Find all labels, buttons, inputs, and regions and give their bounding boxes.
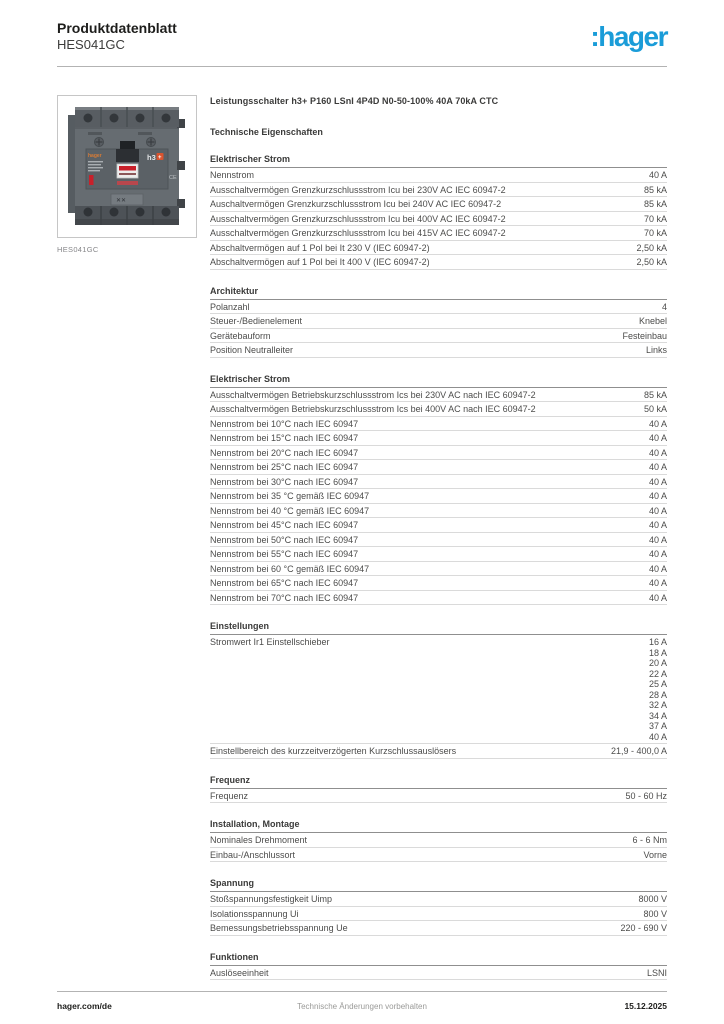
- spec-label: Nennstrom bei 60 °C gemäß IEC 60947: [210, 563, 370, 574]
- spec-label: Nennstrom bei 55°C nach IEC 60947: [210, 549, 359, 559]
- spec-label: Gerätebauform: [210, 330, 271, 341]
- spec-label: Nennstrom bei 35 °C gemäß IEC 60947: [210, 491, 370, 501]
- spec-value: 40 A: [648, 433, 667, 443]
- section-title: Spannung: [210, 877, 667, 892]
- spec-label: Steuer-/Bedienelement: [210, 316, 303, 326]
- hager-logo: :hager: [590, 21, 667, 52]
- spec-label: Nennstrom bei 15°C nach IEC 60947: [210, 433, 359, 443]
- product-image-column: [57, 95, 197, 980]
- label-plate-marks: ✕✕: [116, 198, 127, 204]
- spec-label: Einstellbereich des kurzzeitverzögerten Kurzschlussauslösers: [210, 746, 457, 756]
- spec-row: [210, 504, 667, 519]
- device-model-label: h3: [147, 153, 156, 162]
- spec-row: [210, 591, 667, 606]
- spec-value: 6 - 6 Nm: [632, 835, 667, 845]
- spec-row: [210, 402, 667, 417]
- header-divider: [57, 66, 667, 67]
- spec-label: Nennstrom bei 70°C nach IEC 60947: [210, 592, 359, 603]
- section-title: Installation, Montage: [210, 818, 667, 833]
- section-title: Einstellungen: [210, 620, 667, 635]
- spec-value: 85 kA: [643, 184, 667, 195]
- spec-value: 800 V: [643, 908, 667, 919]
- spec-value: 40 A: [648, 491, 667, 501]
- spec-row: [210, 300, 667, 315]
- section-title: Frequenz: [210, 774, 667, 789]
- spec-row: [210, 212, 667, 227]
- spec-label: Isolationsspannung Ui: [210, 908, 299, 919]
- spec-row: [210, 547, 667, 562]
- spec-row: [210, 576, 667, 591]
- spec-value: 50 - 60 Hz: [625, 790, 667, 801]
- spec-label: Ausschaltvermögen Grenzkurzschlussstrom Icu bei 400V AC IEC 60947-2: [210, 213, 506, 224]
- spec-value: 40 A: [648, 505, 667, 516]
- spec-row: [210, 533, 667, 548]
- spec-value: 40 A: [648, 549, 667, 559]
- spec-row: [210, 833, 667, 848]
- spec-label: Position Neutralleiter: [210, 345, 294, 355]
- spec-row: [210, 197, 667, 212]
- ce-mark-label: CE: [169, 175, 177, 181]
- spec-row: [210, 562, 667, 577]
- spec-label: Bemessungsbetriebsspannung Ue: [210, 923, 348, 933]
- footer-notice: Technische Änderungen vorbehalten: [297, 1002, 427, 1011]
- spec-row: [210, 431, 667, 446]
- spec-label: Nennstrom bei 50°C nach IEC 60947: [210, 534, 359, 545]
- spec-label: Nennstrom: [210, 170, 255, 180]
- spec-row: [210, 168, 667, 183]
- spec-label: Ausschaltvermögen Grenzkurzschlussstrom Icu bei 415V AC IEC 60947-2: [210, 228, 506, 238]
- spec-row: [210, 744, 667, 759]
- spec-value: 70 kA: [643, 213, 667, 224]
- spec-value: 4: [661, 301, 667, 312]
- spec-label: Nennstrom bei 20°C nach IEC 60947: [210, 447, 359, 458]
- spec-row: [210, 417, 667, 432]
- spec-label: Abschaltvermögen auf 1 Pol bei It 400 V (IEC 60947-2): [210, 257, 430, 267]
- spec-label: Stoßspannungsfestigkeit Uimp: [210, 894, 333, 904]
- spec-value: 2,50 kA: [636, 257, 667, 267]
- spec-label: Frequenz: [210, 790, 249, 801]
- spec-label: Ausschaltvermögen Betriebskurzschlussstrom Ics bei 400V AC nach IEC 60947-2: [210, 404, 536, 414]
- spec-label: Ausschaltvermögen Grenzkurzschlussstrom Icu bei 230V AC IEC 60947-2: [210, 184, 506, 195]
- spec-row: [210, 329, 667, 344]
- spec-value: 220 - 690 V: [620, 923, 667, 933]
- spec-value: Links: [645, 345, 667, 355]
- spec-value: LSNI: [646, 967, 667, 978]
- spec-row: [210, 343, 667, 358]
- spec-value: 40 A: [648, 592, 667, 603]
- spec-section: [210, 285, 667, 358]
- spec-label: Einbau-/Anschlussort: [210, 849, 296, 860]
- spec-section: [210, 620, 667, 759]
- spec-row: [210, 892, 667, 907]
- spec-label: Nennstrom bei 65°C nach IEC 60947: [210, 578, 359, 588]
- spec-sections: [210, 153, 667, 980]
- page-header: [57, 20, 667, 53]
- content-area: [57, 95, 667, 980]
- spec-value: 40 A: [648, 447, 667, 458]
- spec-section: [210, 877, 667, 936]
- spec-row: [210, 475, 667, 490]
- spec-row: [210, 635, 667, 744]
- spec-value: 40 A: [648, 534, 667, 545]
- spec-section: [210, 153, 667, 270]
- spec-value: 40 A: [648, 462, 667, 472]
- spec-row: [210, 314, 667, 329]
- spec-row: [210, 921, 667, 936]
- spec-row: [210, 460, 667, 475]
- spec-label: Ausschaltvermögen Betriebskurzschlussstrom Ics bei 230V AC nach IEC 60947-2: [210, 389, 536, 400]
- spec-value: 85 kA: [643, 199, 667, 209]
- spec-value: Festeinbau: [622, 330, 667, 341]
- product-reference: HES041GC: [57, 37, 125, 52]
- tech-specs-heading: Technische Eigenschaften: [210, 127, 323, 137]
- spec-section: [210, 951, 667, 981]
- spec-label: Nennstrom bei 30°C nach IEC 60947: [210, 476, 359, 487]
- spec-value: 40 A: [648, 520, 667, 530]
- spec-value: 70 kA: [643, 228, 667, 238]
- spec-row: [210, 518, 667, 533]
- spec-value: 40 A: [648, 170, 667, 180]
- section-title: Funktionen: [210, 951, 667, 966]
- spec-row: [210, 388, 667, 403]
- spec-value: 8000 V: [638, 894, 667, 904]
- spec-label: Polanzahl: [210, 301, 250, 312]
- spec-row: [210, 789, 667, 804]
- spec-row: [210, 255, 667, 270]
- spec-value: 40 A: [648, 563, 667, 574]
- spec-row: [210, 848, 667, 863]
- spec-label: Auslöseeinheit: [210, 967, 269, 978]
- device-model-plus: +: [158, 155, 162, 161]
- doc-type-title: Produktdatenblatt: [57, 20, 177, 36]
- spec-label: Auschaltvermögen Grenzkurzschlussstrom Icu bei 240V AC IEC 60947-2: [210, 199, 502, 209]
- spec-value: 16 A 18 A 20 A 22 A 25 A 28 A 32 A 34 A 37 A 40 A: [648, 637, 667, 742]
- image-caption: HES041GC: [57, 245, 99, 254]
- spec-value: 50 kA: [643, 404, 667, 414]
- spec-section: [210, 818, 667, 862]
- spec-value: Vorne: [643, 849, 667, 860]
- spec-label: Nennstrom bei 40 °C gemäß IEC 60947: [210, 505, 370, 516]
- product-image: [57, 95, 197, 238]
- spec-label: Abschaltvermögen auf 1 Pol bei It 230 V (IEC 60947-2): [210, 242, 430, 253]
- spec-row: [210, 241, 667, 256]
- spec-label: Stromwert Ir1 Einstellschieber: [210, 637, 330, 647]
- spec-row: [210, 489, 667, 504]
- spec-label: Nominales Drehmoment: [210, 835, 308, 845]
- spec-value: 21,9 - 400,0 A: [610, 746, 667, 756]
- spec-label: Nennstrom bei 25°C nach IEC 60947: [210, 462, 359, 472]
- spec-label: Nennstrom bei 45°C nach IEC 60947: [210, 520, 359, 530]
- spec-row: [210, 226, 667, 241]
- section-title: Elektrischer Strom: [210, 153, 667, 168]
- section-title: Architektur: [210, 285, 667, 300]
- product-title: Leistungsschalter h3+ P160 LSnI 4P4D N0-50-100% 40A 70kA CTC: [210, 96, 499, 106]
- spec-value: Knebel: [638, 316, 667, 326]
- footer-website: hager.com/de: [57, 1001, 112, 1011]
- spec-row: [210, 907, 667, 922]
- page-footer: [57, 991, 667, 1011]
- spec-value: 85 kA: [643, 389, 667, 400]
- header-titles: [57, 20, 177, 53]
- spec-row: [210, 446, 667, 461]
- spec-section: [210, 774, 667, 804]
- spec-value: 40 A: [648, 418, 667, 429]
- device-brand-label: hager: [88, 153, 102, 159]
- spec-row: [210, 183, 667, 198]
- section-title: Elektrischer Strom: [210, 373, 667, 388]
- spec-label: Nennstrom bei 10°C nach IEC 60947: [210, 418, 359, 429]
- spec-section: [210, 373, 667, 606]
- spec-column: [210, 95, 667, 980]
- spec-value: 40 A: [648, 578, 667, 588]
- footer-date: 15.12.2025: [624, 1001, 667, 1011]
- spec-value: 40 A: [648, 476, 667, 487]
- spec-value: 2,50 kA: [636, 242, 667, 253]
- spec-row: [210, 966, 667, 981]
- circuit-breaker-illustration: [64, 103, 190, 230]
